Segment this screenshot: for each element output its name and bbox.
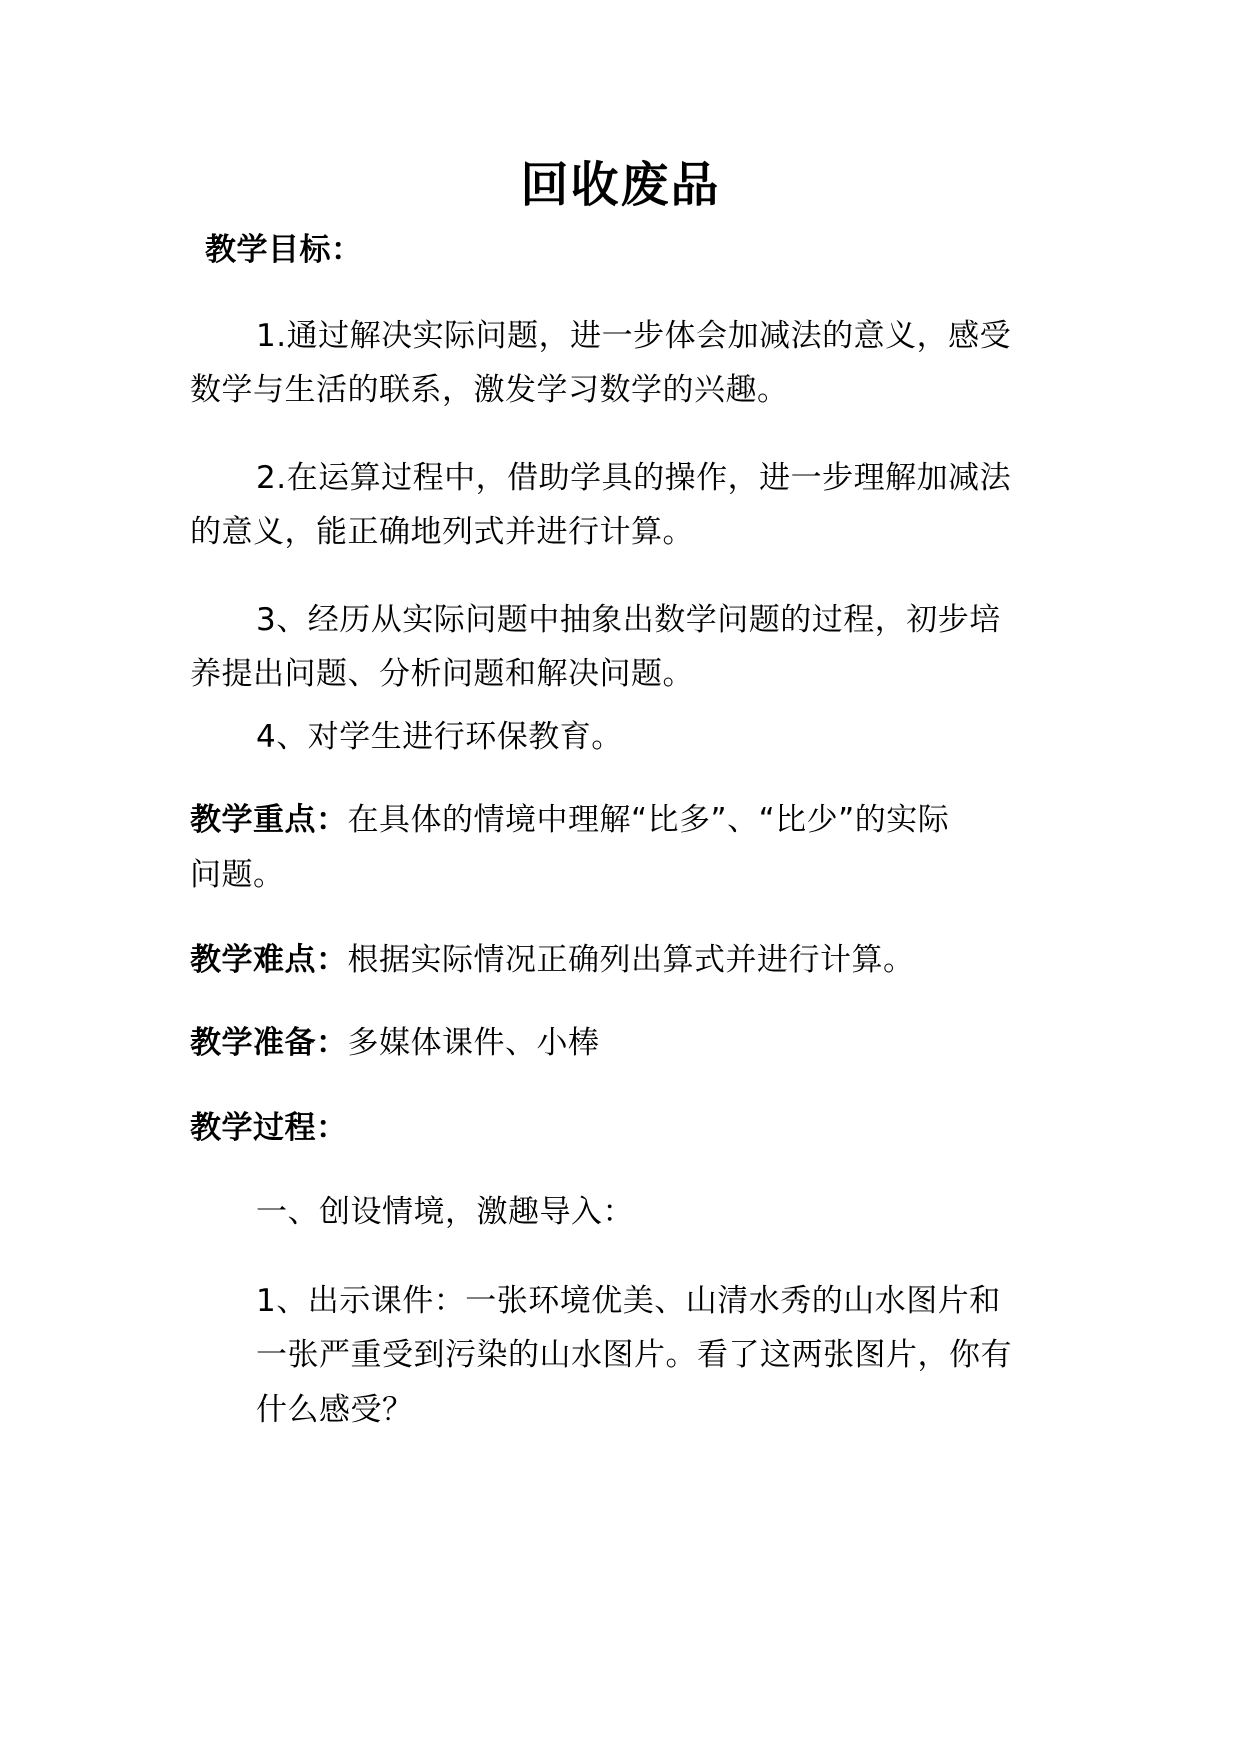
key-point-line-2: 问题。 bbox=[190, 857, 285, 893]
process-section-1: 一、创设情境，激趣导入： bbox=[256, 1194, 634, 1230]
objective-4: 4、对学生进行环保教育。 bbox=[256, 719, 623, 755]
preparation-text: 多媒体课件、小棒 bbox=[347, 1025, 600, 1061]
difficulty-line bbox=[190, 940, 915, 980]
objective-2-line-2: 的意义，能正确地列式并进行计算。 bbox=[190, 514, 694, 550]
process-heading: 教学过程： bbox=[190, 1110, 348, 1146]
key-point-line-1 bbox=[190, 800, 949, 840]
process-step-1-line-3: 什么感受？ bbox=[256, 1392, 414, 1428]
difficulty-label: 教学难点： bbox=[190, 942, 348, 978]
difficulty-text: 根据实际情况正确列出算式并进行计算。 bbox=[347, 942, 915, 978]
document-title: 回收废品 bbox=[520, 157, 721, 213]
key-point-label: 教学重点： bbox=[190, 802, 348, 838]
objective-3-line-2: 养提出问题、分析问题和解决问题。 bbox=[190, 656, 694, 692]
objective-3-line-1: 3、经历从实际问题中抽象出数学问题的过程，初步培 bbox=[256, 602, 1001, 638]
preparation-line bbox=[190, 1023, 600, 1063]
preparation-label: 教学准备： bbox=[190, 1025, 348, 1061]
process-step-1-line-2: 一张严重受到污染的山水图片。看了这两张图片，你有 bbox=[256, 1337, 1012, 1373]
process-step-1-line-1: 1、出示课件：一张环境优美、山清水秀的山水图片和 bbox=[256, 1283, 1001, 1319]
objective-2-line-1: 2.在运算过程中，借助学具的操作，进一步理解加减法 bbox=[256, 460, 1012, 496]
objectives-heading: 教学目标： bbox=[205, 232, 363, 268]
objective-1-line-1: 1.通过解决实际问题，进一步体会加减法的意义，感受 bbox=[256, 318, 1012, 354]
key-point-text: 在具体的情境中理解“比多”、“比少”的实际 bbox=[347, 802, 950, 838]
objective-1-line-2: 数学与生活的联系，激发学习数学的兴趣。 bbox=[190, 372, 789, 408]
